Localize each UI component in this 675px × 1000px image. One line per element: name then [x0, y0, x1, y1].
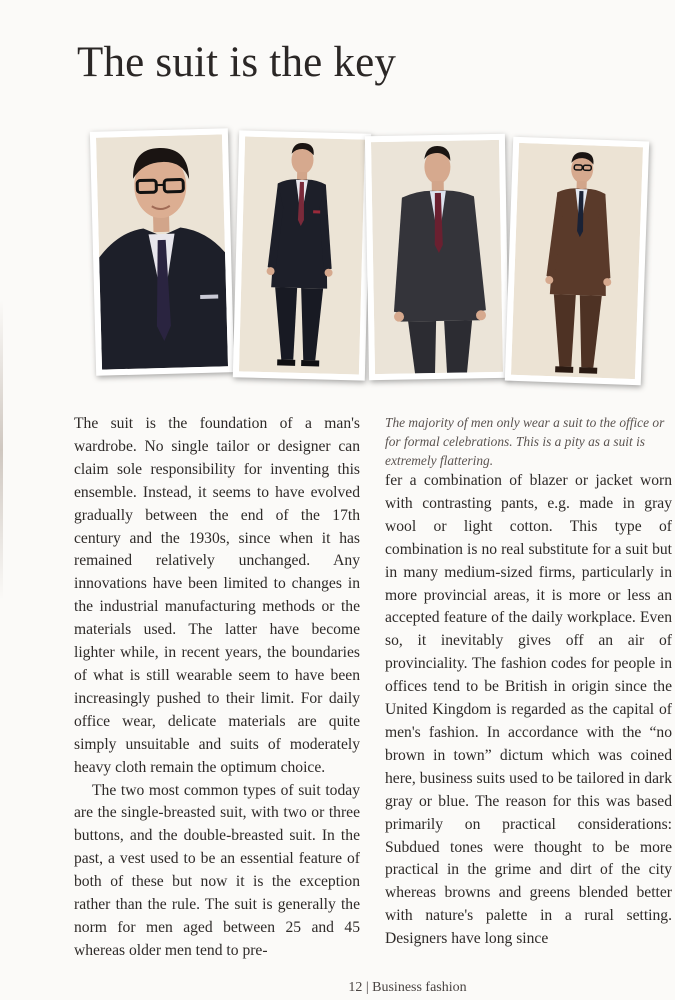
- man-portrait-illustration: [96, 134, 228, 369]
- photo-brown-suit: [505, 137, 649, 386]
- body-paragraph-1: The suit is the foundation of a man's wardrobe. No single tailor or designer can claim sole responsibility for inventing this ensemble. Instead, it seems to have evolved gradually between the end of the 17th century and the 1930s, since when it has remained relatively unchanged. Any innovations have been limited to changes in the industrial manufacturing methods or the materials used. The latter have become lighter while, in recent years, the boundaries of what is still wearable seem to have been increasingly pushed to their limit. For daily office wear, delicate materials are quite simply unsuitable and suits of moderately heavy cloth remain the optimum choice.: [74, 415, 360, 776]
- man-dark-suit-illustration: [239, 136, 365, 374]
- photo-strip: [0, 0, 675, 400]
- man-charcoal-suit-illustration: [371, 140, 503, 374]
- photo-caption: The majority of men only wear a suit to the office or for formal celebrations. This is a pity as a suit is extremely flattering.: [385, 415, 665, 468]
- photo-dark-suit: [233, 130, 371, 380]
- body-paragraph-3: fer a combination of blazer or jacket worn with contrasting pants, e.g. made in gray wool or light cotton. This type of combination is no real substitute for a suit but in many medium-sized firms, particularly in more provincial areas, it is more or less an accepted feature of the daily workplace. Even so, it inevitably gives off an air of provinciality. The fashion codes for people in offices tend to be British in origin since the United Kingdom is regarded as the capital of men's fashion. In accordance with the “no brown in town” dictum which was coined here, business suits used to be tailored in dark gray or blue. The reason for this was based primarily on practical considerations: Subdued tones were thought to be more practical in the grime and dirt of the city whereas browns and greens blended better with nature's palette in a rural setting. Designers have long since: [385, 472, 672, 948]
- text-column-left: [74, 413, 360, 963]
- photo-portrait-closeup: [90, 128, 234, 376]
- page-footer: 12 | Business fashion: [348, 980, 467, 995]
- man-brown-suit-illustration: [511, 143, 643, 379]
- body-paragraph-2: The two most common types of suit today are the single-breasted suit, with two or three buttons, and the double-breasted suit. In the past, a vest used to be an essential feature of both of these but now it is the exception rather than the rule. The suit is generally the norm for men aged between 25 and 45 whereas older men tend to pre-: [74, 781, 360, 959]
- text-column-right: [385, 413, 672, 951]
- photo-charcoal-suit: [365, 134, 509, 380]
- page-title: The suit is the key: [77, 39, 397, 86]
